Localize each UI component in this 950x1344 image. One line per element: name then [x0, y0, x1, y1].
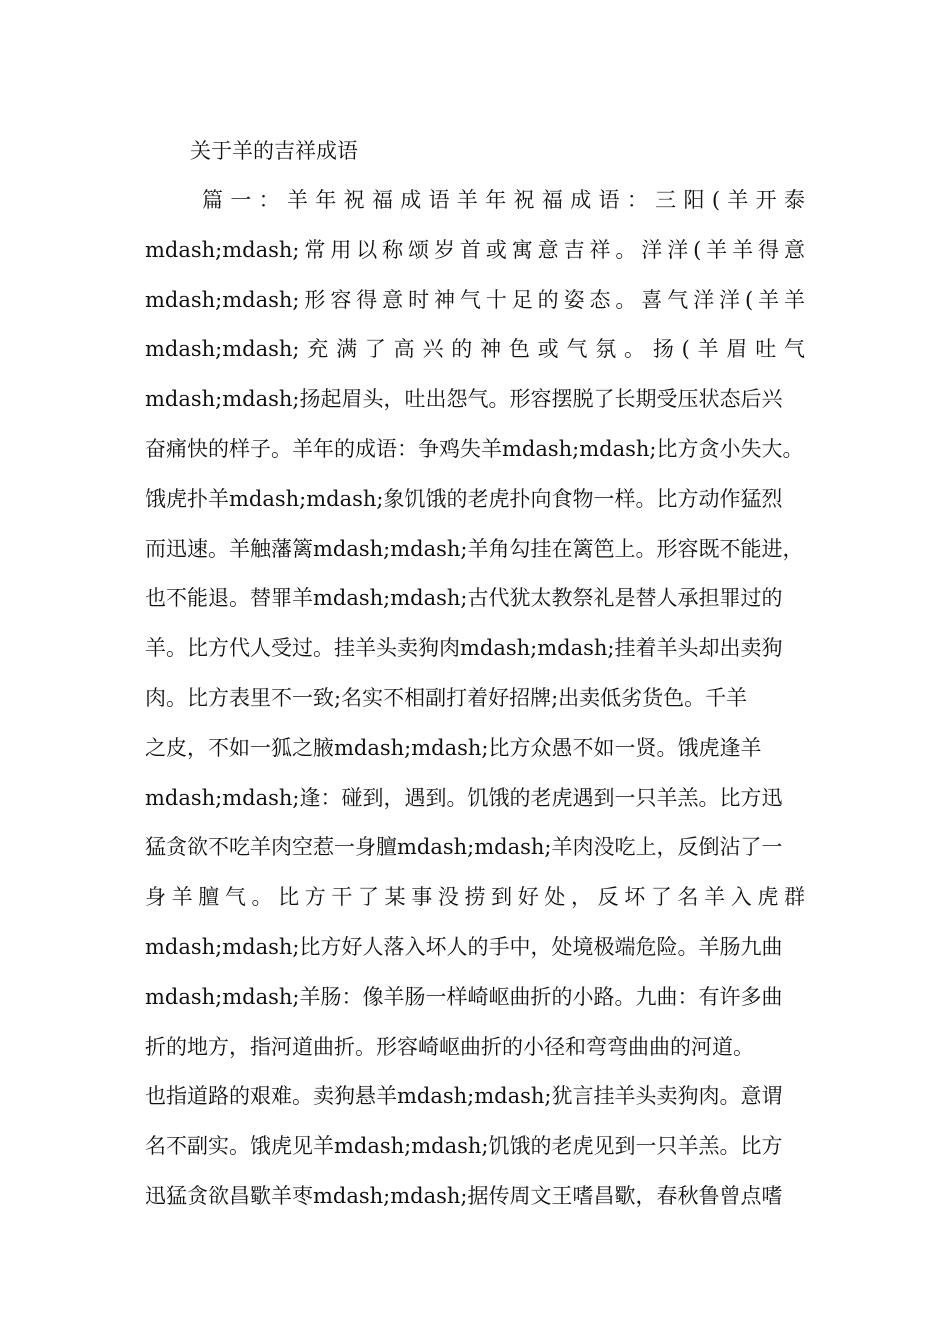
text-line: 肉。比方表里不一致;名实不相副打着好招牌;出卖低劣货色。千羊: [145, 685, 748, 710]
text-line: mdash;mdash;逢：碰到，遇到。饥饿的老虎遇到一只羊羔。比方迅: [145, 785, 783, 810]
text-line: mdash;mdash;充满了高兴的神色或气氛。扬(羊眉吐气: [145, 337, 805, 362]
text-line: 也指道路的艰难。卖狗悬羊mdash;mdash;犹言挂羊头卖狗肉。意谓: [145, 1084, 783, 1109]
text-line: mdash;mdash;羊肠：像羊肠一样崎岖曲折的小路。九曲：有许多曲: [145, 984, 783, 1009]
text-line: mdash;mdash;常用以称颂岁首或寓意吉祥。洋洋(羊羊得意: [145, 237, 805, 262]
text-line: mdash;mdash;比方好人落入坏人的手中，处境极端危险。羊肠九曲: [145, 934, 783, 959]
text-line: 饿虎扑羊mdash;mdash;象饥饿的老虎扑向食物一样。比方动作猛烈: [145, 486, 783, 511]
text-line: 羊。比方代人受过。挂羊头卖狗肉mdash;mdash;挂着羊头却出卖狗: [145, 636, 783, 661]
document-title: 关于羊的吉祥成语: [190, 139, 358, 163]
text-line: 身羊膻气。比方干了某事没捞到好处，反坏了名羊入虎群: [145, 885, 805, 910]
text-line: 篇一：羊年祝福成语羊年祝福成语：三阳(羊开泰: [202, 188, 805, 212]
text-line: mdash;mdash;扬起眉头，吐出怨气。形容摆脱了长期受压状态后兴: [145, 387, 783, 412]
text-line: 之皮，不如一狐之腋mdash;mdash;比方众愚不如一贤。饿虎逢羊: [145, 735, 762, 760]
text-line: 迅猛贪欲昌歜羊枣mdash;mdash;据传周文王嗜昌歜，春秋鲁曾点嗜: [145, 1183, 783, 1208]
text-line: mdash;mdash;形容得意时神气十足的姿态。喜气洋洋(羊羊: [145, 287, 805, 312]
text-line: 折的地方，指河道曲折。形容崎岖曲折的小径和弯弯曲曲的河道。: [145, 1034, 754, 1059]
text-line: 奋痛快的样子。羊年的成语：争鸡失羊mdash;mdash;比方贪小失大。: [145, 436, 804, 461]
text-line: 而迅速。羊触藩篱mdash;mdash;羊角勾挂在篱笆上。形容既不能进，: [145, 536, 804, 561]
document-body: [145, 185, 805, 1231]
text-line: 猛贪欲不吃羊肉空惹一身膻mdash;mdash;羊肉没吃上，反倒沾了一: [145, 835, 783, 860]
text-line: 名不副实。饿虎见羊mdash;mdash;饥饿的老虎见到一只羊羔。比方: [145, 1134, 783, 1159]
text-line: 也不能退。替罪羊mdash;mdash;古代犹太教祭礼是替人承担罪过的: [145, 586, 783, 611]
